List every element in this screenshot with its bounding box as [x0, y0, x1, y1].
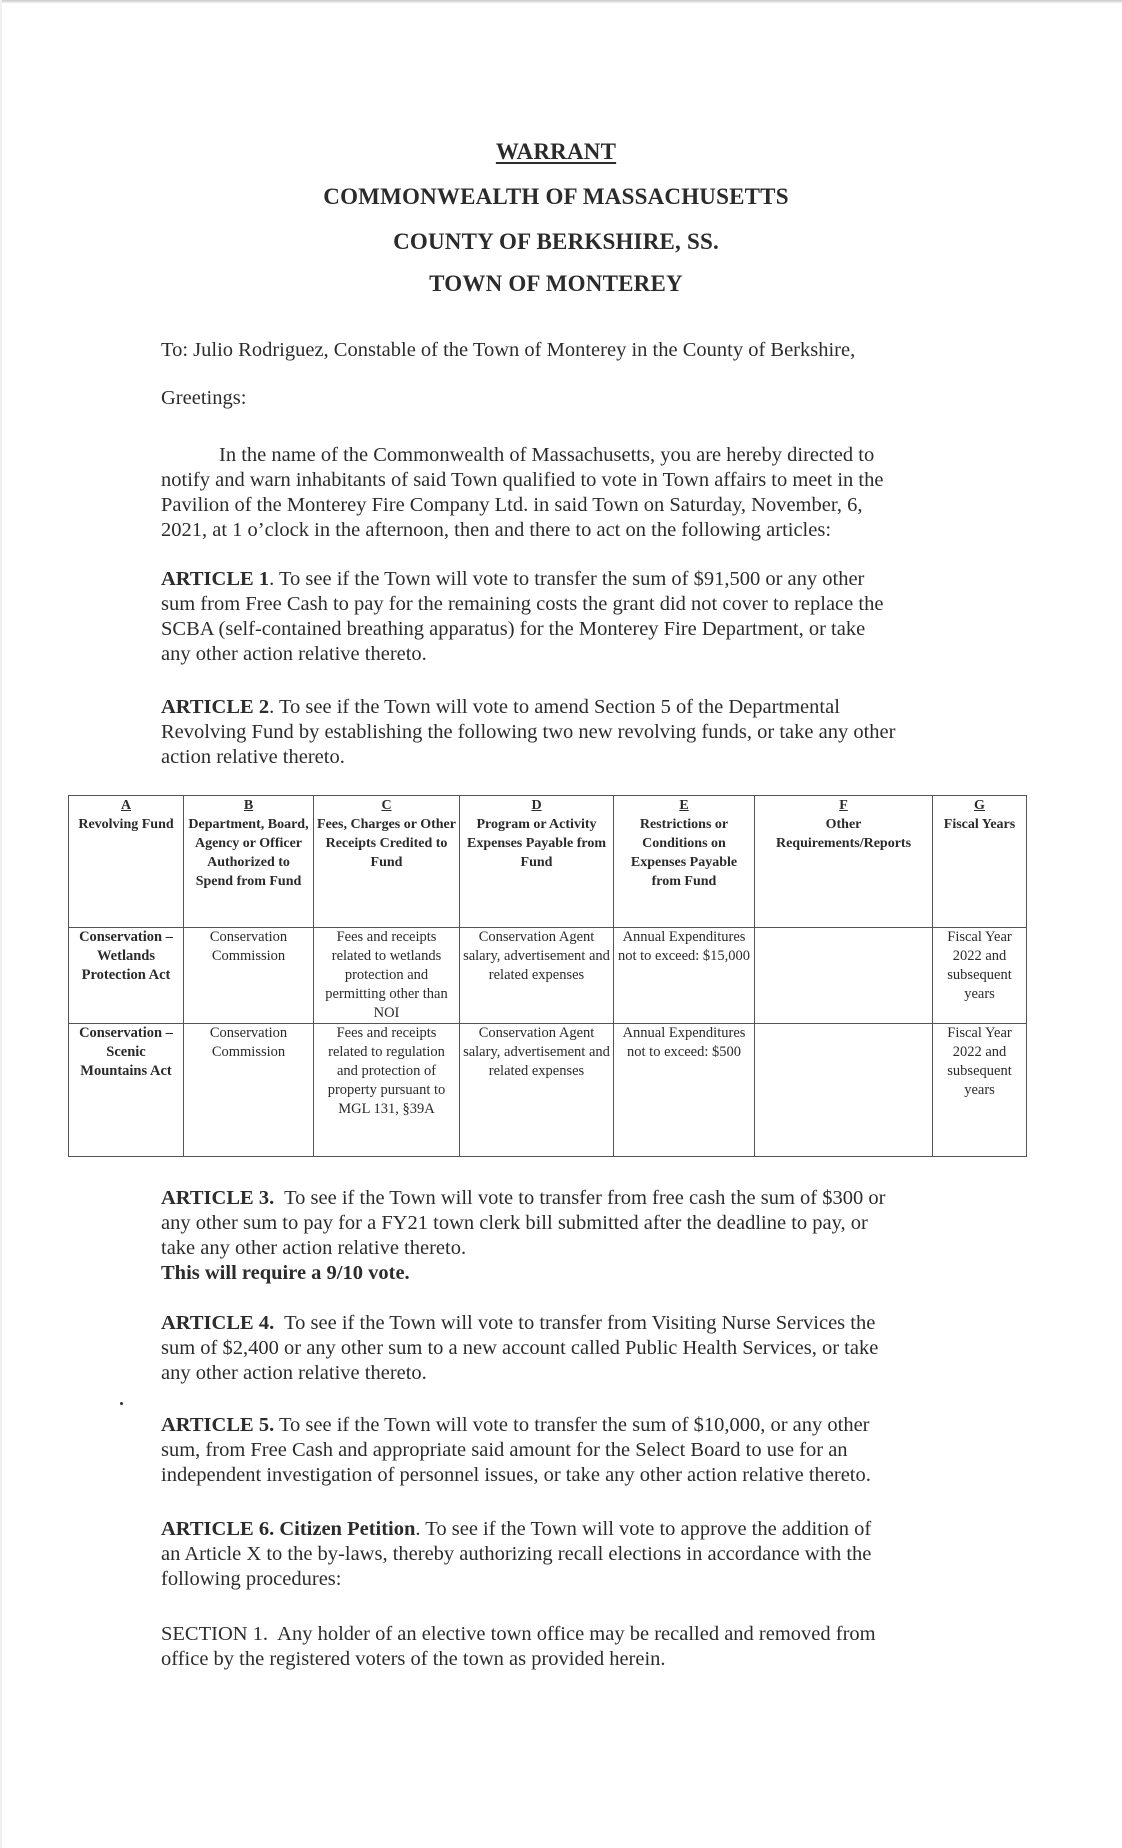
warrant-title-text: WARRANT: [495, 139, 617, 164]
table-header-row: [69, 796, 1027, 928]
article-label: ARTICLE 3.: [161, 1187, 275, 1209]
column-header-b: B Department, Board, Agency or Officer Authorized to Spend from Fund: [184, 796, 314, 928]
article-label: ARTICLE 5.: [161, 1414, 275, 1436]
cell-fund: Conservation – Scenic Mountains Act: [69, 1024, 184, 1157]
article-text: take any other action relative thereto.: [161, 1237, 467, 1259]
section-1: [161, 1622, 966, 1672]
article-text: . To see if the Town will vote to amend Section 5 of the Departmental: [269, 696, 840, 718]
cell-expenses: Conservation Agent salary, advertisement and related expenses: [460, 1024, 614, 1157]
cell-department: Conservation Commission: [184, 1024, 314, 1157]
cell-department: Conservation Commission: [184, 928, 314, 1024]
cell-fiscal-years: Fiscal Year 2022 and subsequent years: [933, 928, 1027, 1024]
article-text: an Article X to the by-laws, thereby authorizing recall elections in accordance with the: [161, 1543, 872, 1565]
article-text: To see if the Town will vote to transfer from free cash the sum of $300 or: [274, 1187, 886, 1209]
cell-expenses: Conservation Agent salary, advertisement and related expenses: [460, 928, 614, 1024]
addressee-line: To: Julio Rodriguez, Constable of the Town of Monterey in the County of Berkshire,: [161, 339, 856, 361]
cell-fund: Conservation – Wetlands Protection Act: [69, 928, 184, 1024]
intro-line: In the name of the Commonwealth of Massachusetts, you are hereby directed to: [219, 444, 875, 466]
article-1: [161, 567, 966, 667]
article-label: ARTICLE 2: [161, 696, 270, 718]
article-text: . To see if the Town will vote to approve the addition of: [415, 1518, 872, 1540]
revolving-fund-table: [68, 795, 1027, 1157]
scan-edge-top: [0, 0, 1122, 3]
column-header-f: F Other Requirements/Reports: [755, 796, 933, 928]
cell-fiscal-years: Fiscal Year 2022 and subsequent years: [933, 1024, 1027, 1157]
county-heading: COUNTY OF BERKSHIRE, SS.: [393, 229, 719, 254]
cell-fees: Fees and receipts related to wetlands protection and permitting other than NOI: [314, 928, 460, 1024]
column-header-g: G Fiscal Years: [933, 796, 1027, 928]
intro-paragraph: [161, 443, 966, 543]
column-header-e: E Restrictions or Conditions on Expenses Payable from Fund: [614, 796, 755, 928]
article-4: [161, 1311, 966, 1386]
article-text: To see if the Town will vote to transfer from Visiting Nurse Services the: [274, 1312, 876, 1334]
article-label: ARTICLE 6: [161, 1518, 270, 1540]
warrant-title: [0, 139, 1112, 165]
cell-other: [755, 928, 933, 1024]
article-text: any other action relative thereto.: [161, 1362, 427, 1384]
article-label: ARTICLE 4.: [161, 1312, 275, 1334]
article-text: Revolving Fund by establishing the following two new revolving funds, or take any other: [161, 721, 896, 743]
article-text: independent investigation of personnel issues, or take any other action relative thereto.: [161, 1464, 871, 1486]
section-text: SECTION 1. Any holder of an elective town office may be recalled and removed from: [161, 1623, 876, 1645]
article-text: any other sum to pay for a FY21 town clerk bill submitted after the deadline to pay, or: [161, 1212, 868, 1234]
article-2: [161, 695, 966, 770]
article-3: [161, 1186, 966, 1286]
intro-line: Pavilion of the Monterey Fire Company Ltd. in said Town on Saturday, November, 6,: [161, 494, 863, 516]
scan-speck: [120, 1402, 123, 1405]
greeting: Greetings:: [161, 387, 247, 409]
article-text: To see if the Town will vote to transfer the sum of $10,000, or any other: [274, 1414, 870, 1436]
cell-other: [755, 1024, 933, 1157]
vote-requirement-note: This will require a 9/10 vote.: [161, 1262, 410, 1284]
article-label: ARTICLE 1: [161, 568, 270, 590]
table-row: [69, 928, 1027, 1024]
column-header-a: A Revolving Fund: [69, 796, 184, 928]
column-header-d: D Program or Activity Expenses Payable from Fund: [460, 796, 614, 928]
commonwealth-heading: COMMONWEALTH OF MASSACHUSETTS: [323, 184, 789, 209]
table-row: [69, 1024, 1027, 1157]
article-5: [161, 1413, 966, 1488]
article-text: sum, from Free Cash and appropriate said amount for the Select Board to use for an: [161, 1439, 848, 1461]
article-text: sum from Free Cash to pay for the remaining costs the grant did not cover to replace the: [161, 593, 884, 615]
citizen-petition-label: . Citizen Petition: [269, 1518, 416, 1540]
article-6: [161, 1517, 966, 1592]
town-heading: TOWN OF MONTEREY: [429, 271, 683, 296]
cell-restrictions: Annual Expenditures not to exceed: $15,000: [614, 928, 755, 1024]
article-text: action relative thereto.: [161, 746, 345, 768]
article-text: sum of $2,400 or any other sum to a new account called Public Health Services, or take: [161, 1337, 879, 1359]
section-text: office by the registered voters of the town as provided herein.: [161, 1648, 666, 1670]
intro-line: notify and warn inhabitants of said Town qualified to vote in Town affairs to meet in the: [161, 469, 884, 491]
article-text: any other action relative thereto.: [161, 643, 427, 665]
article-text: . To see if the Town will vote to transfer the sum of $91,500 or any other: [269, 568, 865, 590]
cell-restrictions: Annual Expenditures not to exceed: $500: [614, 1024, 755, 1157]
intro-line: 2021, at 1 o’clock in the afternoon, then and there to act on the following articles:: [161, 519, 832, 541]
article-text: SCBA (self-contained breathing apparatus) for the Monterey Fire Department, or take: [161, 618, 866, 640]
column-header-c: C Fees, Charges or Other Receipts Credited to Fund: [314, 796, 460, 928]
cell-fees: Fees and receipts related to regulation and protection of property pursuant to MGL 131, §39A: [314, 1024, 460, 1157]
article-text: following procedures:: [161, 1568, 342, 1590]
